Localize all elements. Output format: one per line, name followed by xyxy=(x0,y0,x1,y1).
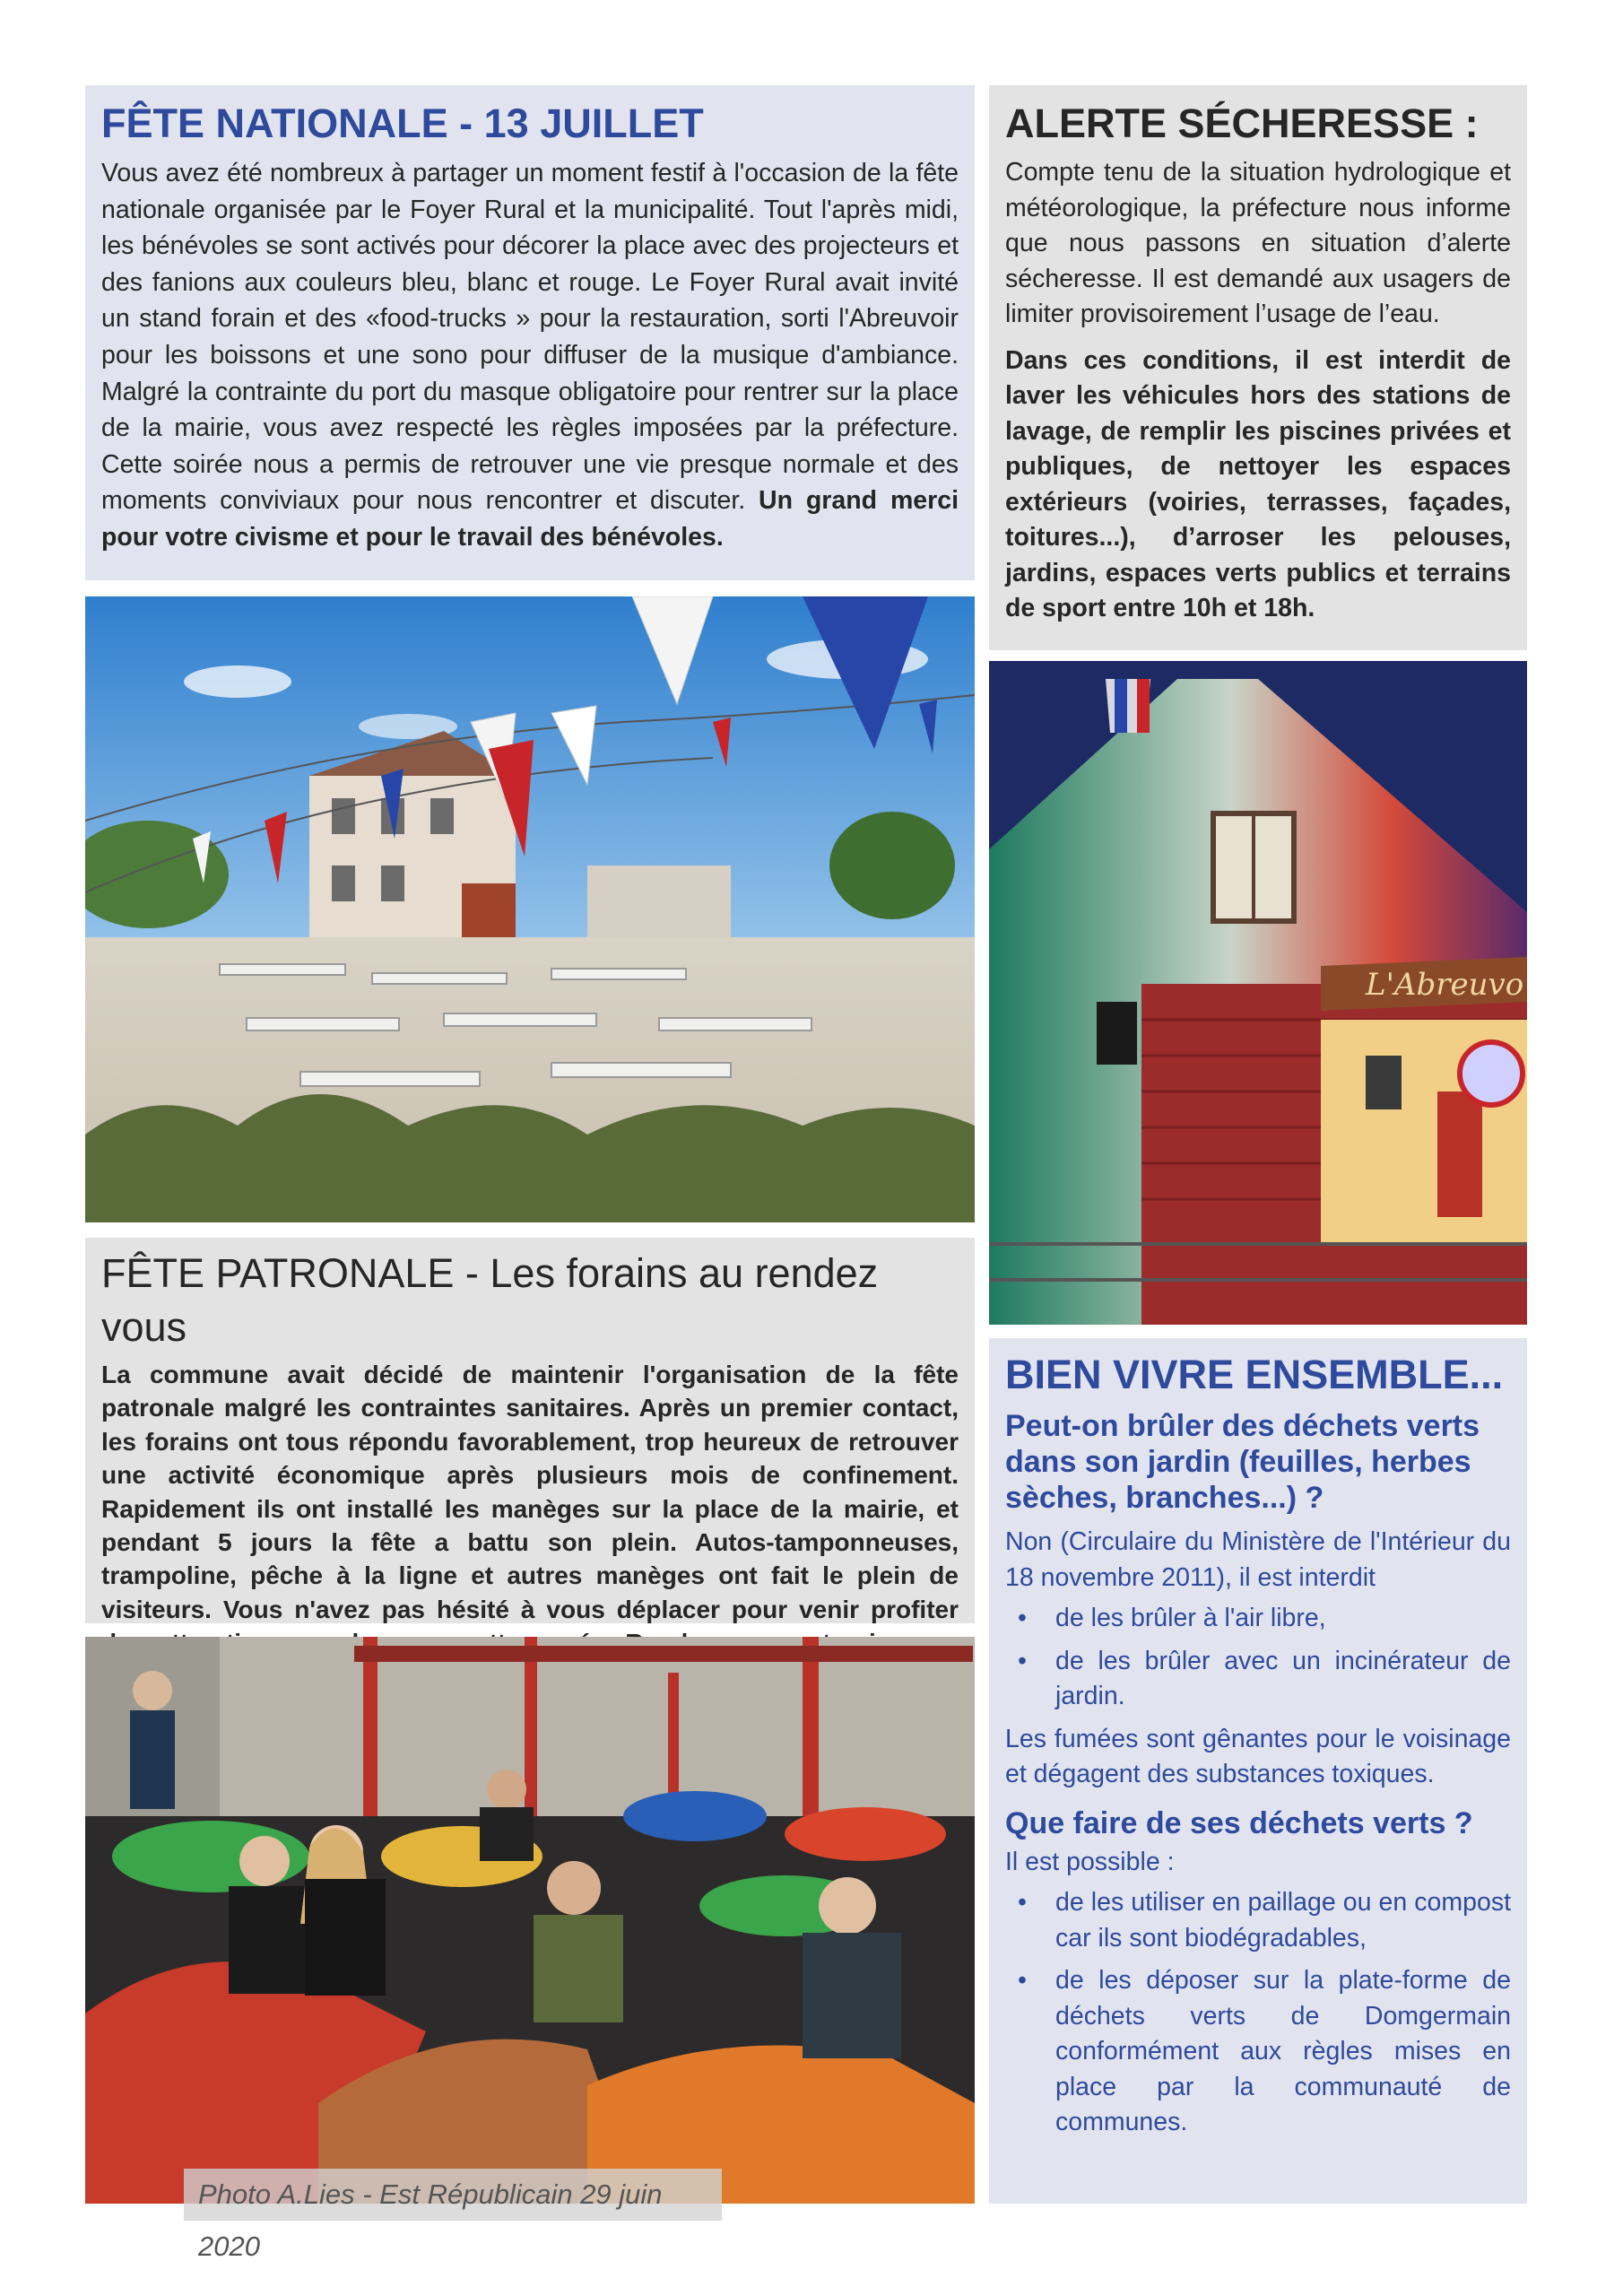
fete-patronale-body: La commune avait décidé de maintenir l'organisation de la fête patronale malgré les contraintes sanitaires. Après un premier contact, les forains ont tous répondu favorablement, trop heureux de retrouver une activité économique après plusieurs mois de confinement. Rapidement ils ont installé les manèges sur la place de la mairie, et pendant 5 jours la fête a battu son plein. Autos-tamponneuses, trampoline, pêche à la ligne et autres manèges ont fait le plein de visiteurs. Vous n'avez pas hésité à vous déplacer pour venir profiter xyxy=(101,1361,959,1623)
bumper-cars-illustration xyxy=(85,1637,975,2204)
bien-vivre-smoke: Les fumées sont gênantes pour le voisinage et dégagent des substances toxiques. xyxy=(1005,1724,1511,1788)
bien-vivre-bullets-1 xyxy=(1005,1601,1511,1715)
list-item: • de les brûler à l'air libre, xyxy=(1005,1601,1511,1637)
fete-patronale-box xyxy=(85,1238,975,1623)
bien-vivre-question-1: Peut-on brûler des déchets verts dans son jardin (feuilles, herbes sèches, branches...) ? xyxy=(1005,1409,1480,1515)
list-item: • de les utiliser en paillage ou en compost car ils sont biodégradables, xyxy=(1005,1885,1511,1956)
abreuvoir-night-illustration xyxy=(989,661,1527,1325)
bien-vivre-box xyxy=(989,1338,1527,2204)
list-item: • de les déposer sur la plate-forme de déchets verts de Domgermain conformément aux règles mises en place par la communauté de communes. xyxy=(1005,1963,1511,2141)
fete-nationale-title: FÊTE NATIONALE - 13 JUILLET xyxy=(101,100,704,146)
photo-autos-tamponneuses xyxy=(85,1637,975,2204)
bien-vivre-title: BIEN VIVRE ENSEMBLE... xyxy=(1005,1352,1504,1397)
place-mairie-illustration xyxy=(85,596,975,1222)
fete-nationale-box xyxy=(85,85,975,580)
bien-vivre-bullets-2 xyxy=(1005,1885,1511,2141)
fete-nationale-thanks: Un grand merci pour votre civisme et pour le travail des bénévoles. xyxy=(101,486,959,552)
abreuvoir-truck-sign: L'Abreuvo xyxy=(1366,967,1524,1003)
list-item: • de les brûler avec un incinérateur de jardin. xyxy=(1005,1644,1511,1715)
alerte-secheresse-box xyxy=(989,85,1527,650)
fete-patronale-title: FÊTE PATRONALE - Les forains au rendez vous xyxy=(101,1250,879,1350)
photo-place-mairie xyxy=(85,596,975,1222)
alerte-restrictions: Dans ces conditions, il est interdit de laver les véhicules hors des stations de lavage, de remplir les piscines privées et publiques, de nettoyer les espaces extérieurs (voiries, terrasses, façades, toitures...), d’arroser les pelouses, jardins, espaces verts publics et terrains de sport entre 10h et 18h. xyxy=(1005,345,1511,622)
photo-abreuvoir-night xyxy=(989,661,1527,1325)
bien-vivre-answer-2: Il est possible : xyxy=(1005,1847,1175,1876)
alerte-title: ALERTE SÉCHERESSE : xyxy=(1005,100,1479,146)
bien-vivre-answer-1: Non (Circulaire du Ministère de l'Intérieur du 18 novembre 2011), il est interdit xyxy=(1005,1527,1511,1592)
fete-nationale-body xyxy=(101,155,959,556)
bien-vivre-question-2: Que faire de ses déchets verts ? xyxy=(1005,1805,1473,1840)
alerte-body: Compte tenu de la situation hydrologique et météorologique, la préfecture nous informe que nous passons en situation d’alerte sécheresse. Il est demandé aux usagers de limiter provisoirement l’usage de l’eau. xyxy=(1005,158,1511,328)
photo-credit: Photo A.Lies - Est Républicain 29 juin 2020 xyxy=(184,2169,722,2221)
fete-nationale-text: Vous avez été nombreux à partager un moment festif à l'occasion de la fête nationale organisée par le Foyer Rural et la municipalité. Tout l'après midi, les bénévoles se sont activés pour décorer la place avec des projecteurs et des fanions aux couleurs bleu, blanc et rouge. Le Foyer Rural avait invité un stand forain et des «food-trucks » pour la restauration, sorti l'Abreuvoir pour les boissons et une sono pour diffuser de la musique d'ambiance. Malgré la contrainte du port du masque obligatoire pour rentrer sur la place de la mairie, vous avez respecté les règles imposées par la préfecture. Cette soirée nous a permis de retrouver une vie presque normale et des moments conviviaux pour nous rencontrer et discuter. xyxy=(101,159,959,516)
